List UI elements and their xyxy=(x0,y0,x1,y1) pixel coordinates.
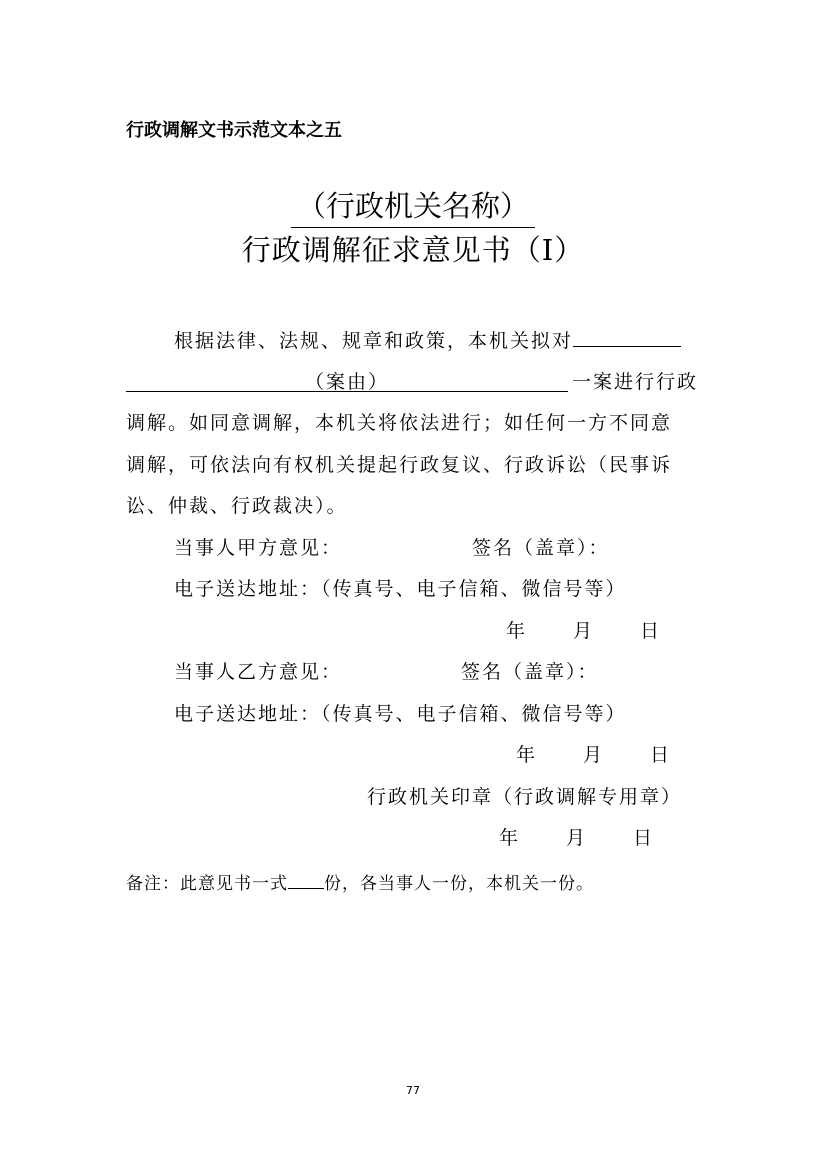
party-a-opinion-label: 当事人甲方意见： xyxy=(174,537,343,559)
agency-name-title xyxy=(0,184,826,228)
body-line-2-tail: 一案进行行政 xyxy=(572,371,699,393)
party-b-day: 日 xyxy=(650,744,672,766)
remark-suffix: 份，各当事人一份，本机关一份。 xyxy=(324,874,594,894)
agency-seal-day: 日 xyxy=(633,827,655,849)
remark-prefix: 备注：此意见书一式 xyxy=(126,874,288,894)
body-line-3: 调解。如同意调解，本机关将依法进行；如任何一方不同意 xyxy=(126,412,673,434)
body-line-4: 调解，可依法向有权机关提起行政复议、行政诉讼（民事诉 xyxy=(126,454,673,476)
body-line-1 xyxy=(174,326,681,353)
case-blank-line xyxy=(573,328,681,347)
party-b-opinion-label: 当事人乙方意见： xyxy=(174,661,343,683)
document-title: 行政调解征求意见书（Ⅰ） xyxy=(241,233,585,267)
party-b-year: 年 xyxy=(516,744,538,766)
case-cause-label: （案由） xyxy=(304,371,389,393)
party-b-address-label: 电子送达地址：（传真号、电子信箱、微信号等） xyxy=(174,703,627,725)
party-a-signature-label: 签名（盖章）： xyxy=(472,537,610,559)
party-a-day: 日 xyxy=(640,620,662,642)
case-cause-line xyxy=(126,365,568,392)
body-line-1-text: 根据法律、法规、规章和政策，本机关拟对 xyxy=(174,330,574,352)
agency-seal-year: 年 xyxy=(499,827,521,849)
party-a-year: 年 xyxy=(506,620,528,642)
party-b-month: 月 xyxy=(583,744,605,766)
body-line-5: 讼、仲裁、行政裁决）。 xyxy=(126,495,348,517)
party-b-signature-label: 签名（盖章）： xyxy=(461,661,599,683)
agency-name-placeholder: （行政机关名称） xyxy=(291,184,535,228)
party-a-address-label: 电子送达地址：（传真号、电子信箱、微信号等） xyxy=(174,578,627,600)
page-number: 77 xyxy=(406,1084,420,1097)
remark-note xyxy=(126,869,594,894)
party-a-month: 月 xyxy=(573,620,595,642)
agency-seal-month: 月 xyxy=(566,827,588,849)
agency-seal-label: 行政机关印章（行政调解专用章） xyxy=(367,786,683,808)
document-header: 行政调解文书示范文本之五 xyxy=(126,120,342,141)
copies-blank-line xyxy=(288,872,324,889)
